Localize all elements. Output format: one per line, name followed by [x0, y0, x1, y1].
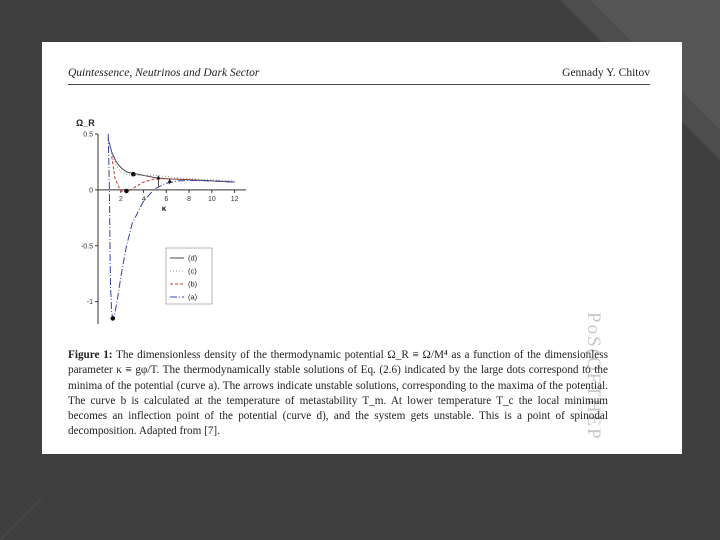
stable-dot	[111, 316, 116, 321]
curve-b	[112, 156, 235, 192]
paper-page	[42, 42, 682, 454]
x-tick-label: 10	[207, 195, 216, 203]
x-tick-label: 4	[141, 195, 146, 203]
legend-label: (d)	[188, 253, 198, 263]
legend-label: (a)	[188, 292, 198, 302]
y-tick-label: -0.5	[80, 243, 93, 251]
y-tick-label: 0	[89, 187, 93, 195]
y-tick-label: -1	[86, 299, 93, 307]
curve-c	[108, 139, 234, 181]
caption-label: Figure 1:	[68, 349, 113, 361]
x-tick-label: 2	[118, 195, 123, 203]
x-tick-label: 8	[187, 195, 192, 203]
y-tick-label: 0.5	[83, 131, 93, 139]
y-axis-label: Ω_R	[76, 118, 95, 128]
header-title: Quintessence, Neutrinos and Dark Sector	[68, 67, 260, 79]
x-tick-label: 12	[230, 195, 239, 203]
caption-text: The dimensionless density of the thermodynamic potential Ω_R ≡ Ω/M⁴ as a function of the dimensionless parameter κ ≡ gφ/T. The thermodynamically stable solutions of Eq. (2.6) indicated by the large dots correspond to the minima of the potential (curve a). The arrows indicate unstable solutions, corresponding to the maxima of the potential. The curve b is calculated at the temperature of metastability T_m. At lower temperature T_c the local minimum becomes an inflection point of the potential (curve d), and the system gets unstable. This is a point of spinodal decomposition. Adapted from [7].	[68, 349, 608, 438]
legend-label: (c)	[188, 266, 197, 276]
figure-caption	[68, 348, 608, 440]
watermark: PoS(QFTHEP	[583, 312, 604, 441]
header-author: Gennady Y. Chitov	[562, 67, 650, 79]
x-axis-label: κ	[161, 203, 167, 213]
plot-axes	[76, 118, 246, 324]
figure-plot	[42, 42, 682, 342]
plot-markers	[111, 172, 172, 321]
stable-dot	[131, 172, 136, 177]
plot-legend	[166, 248, 212, 304]
x-tick-label: 6	[164, 195, 169, 203]
curve-d	[108, 139, 234, 183]
legend-label: (b)	[188, 279, 198, 289]
stable-dot	[124, 189, 129, 194]
